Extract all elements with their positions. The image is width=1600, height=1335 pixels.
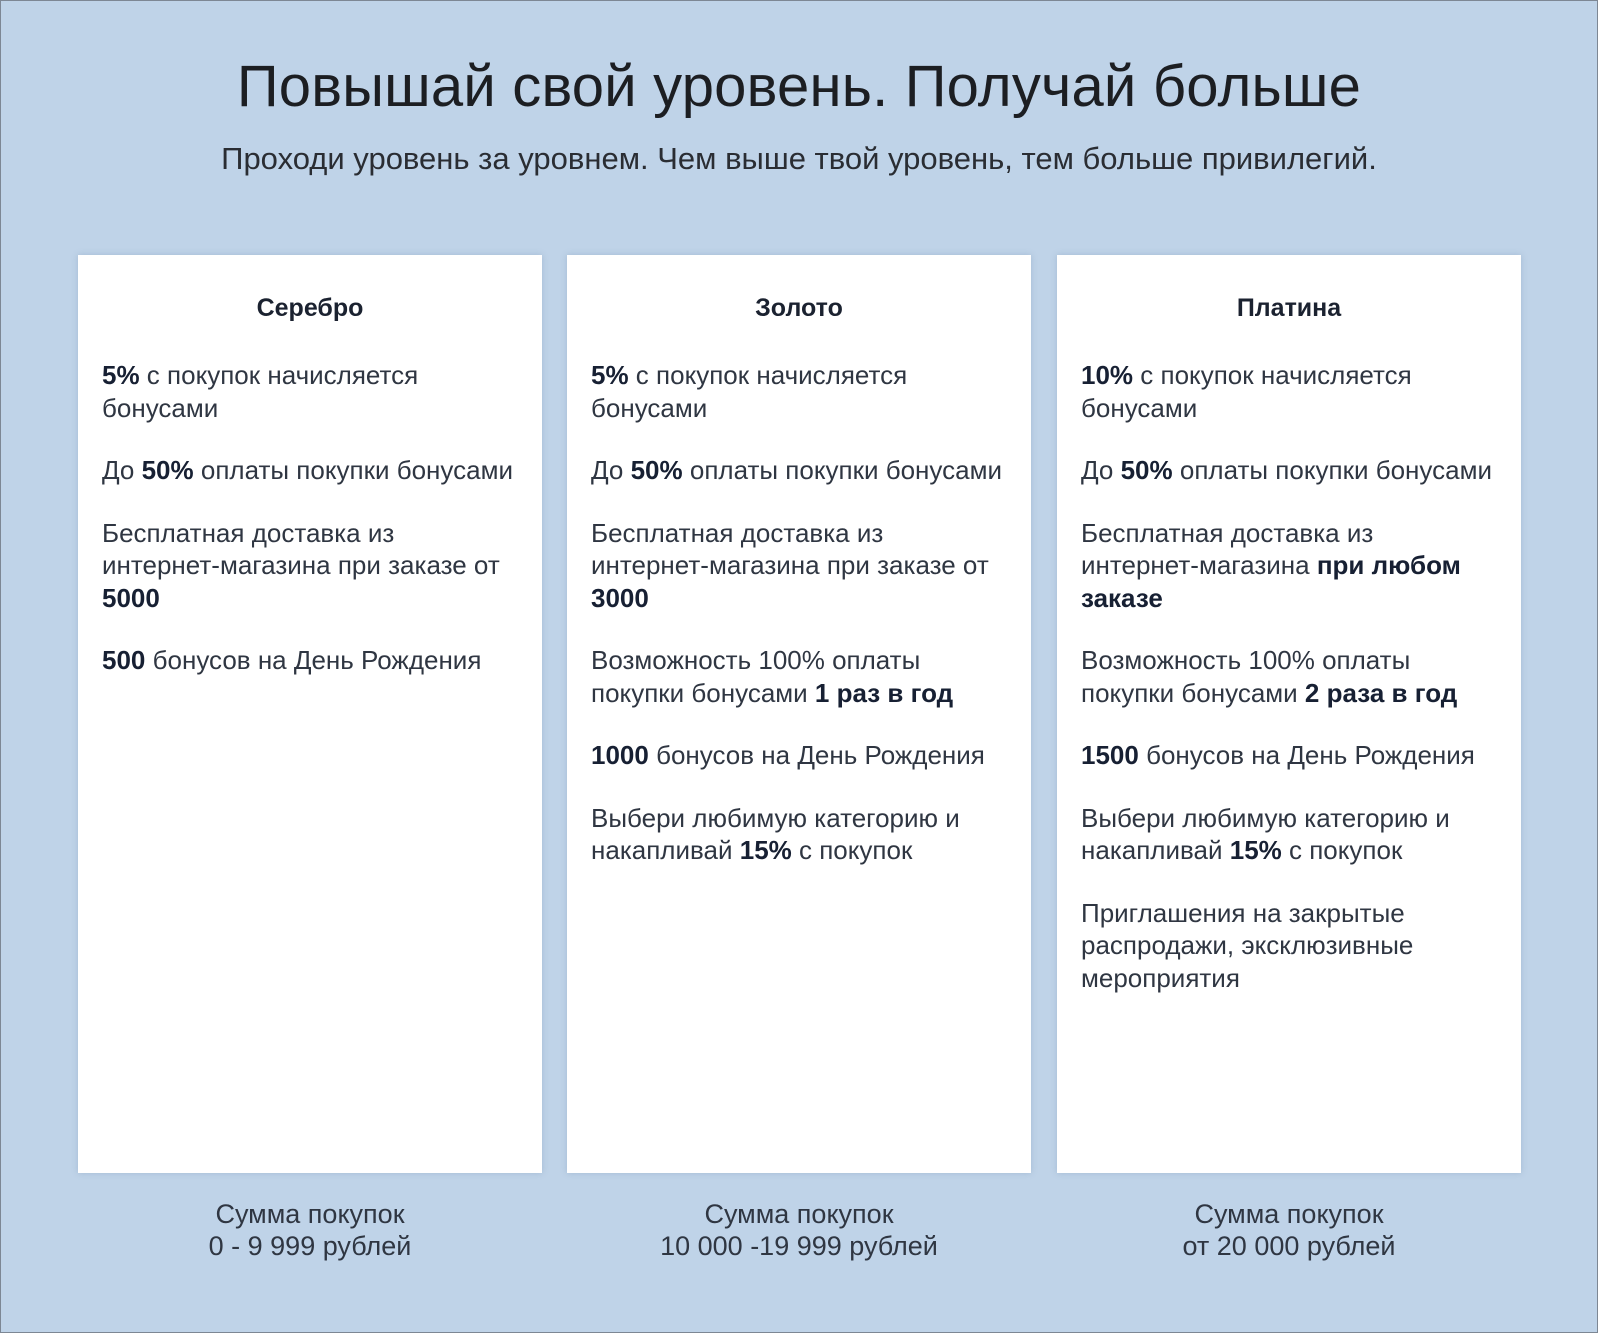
page-subtitle: Проходи уровень за уровнем. Чем выше твой уровень, тем больше привилегий. (221, 141, 1377, 176)
benefit-item (591, 802, 1007, 867)
benefit-list (102, 359, 518, 677)
benefit-item (1081, 644, 1497, 709)
benefit-item (591, 359, 1007, 424)
benefit-item (1081, 454, 1497, 487)
benefit-highlight: 5000 (102, 582, 160, 613)
benefit-item (102, 454, 518, 487)
tier-threshold-platinum (1057, 1198, 1521, 1262)
benefit-item (1081, 802, 1497, 867)
benefit-text: оплаты покупки бонусами (193, 455, 513, 485)
tier-card-silver (78, 255, 542, 1173)
benefit-item (102, 517, 518, 615)
benefit-list (1081, 359, 1497, 994)
benefit-text: Возможность 100% оплаты покупки бонусами (1081, 645, 1411, 708)
benefit-highlight: 1 раз в год (814, 677, 954, 708)
benefit-item (591, 644, 1007, 709)
benefit-text: бонусов на День Рождения (145, 645, 482, 675)
benefit-text: бонусов на День Рождения (1138, 740, 1475, 770)
benefit-text: с покупок (1281, 835, 1403, 865)
benefit-text: Бесплатная доставка из интернет-магазина при заказе от (591, 517, 989, 580)
benefit-text: Приглашения на закрытые распродажи, эксклюзивные мероприятия (1081, 897, 1414, 993)
tier-threshold-gold (567, 1198, 1031, 1262)
page-title: Повышай свой уровень. Получай больше (236, 54, 1362, 119)
benefit-text: с покупок (791, 835, 913, 865)
benefit-highlight: 500 (102, 645, 146, 675)
threshold-label: Сумма покупок (1194, 1199, 1384, 1229)
benefit-text: оплаты покупки бонусами (682, 455, 1002, 485)
threshold-range: 10 000 -19 999 рублей (660, 1231, 938, 1261)
benefit-item (591, 739, 1007, 772)
benefit-text: с покупок начисляется бонусами (1081, 360, 1412, 423)
tier-title: Серебро (256, 294, 364, 322)
benefit-highlight: 5% (102, 360, 140, 390)
benefit-item (1081, 359, 1497, 424)
benefit-text: До (102, 455, 142, 485)
benefit-text: Бесплатная доставка из интернет-магазина при заказе от (102, 517, 500, 580)
benefit-highlight: 50% (630, 455, 683, 485)
threshold-label: Сумма покупок (704, 1199, 894, 1229)
benefit-item (1081, 739, 1497, 772)
benefit-highlight: 15% (1229, 835, 1282, 865)
benefit-highlight: 2 раза в год (1304, 677, 1458, 708)
tier-card-platinum (1057, 255, 1521, 1173)
benefit-item (102, 644, 518, 677)
benefit-text: До (1081, 455, 1121, 485)
benefit-highlight: 10% (1081, 360, 1134, 390)
benefit-item (591, 517, 1007, 615)
benefit-text: бонусов на День Рождения (648, 740, 985, 770)
benefit-text: Выбери любимую категорию и накапливай (591, 802, 960, 865)
benefit-text: с покупок начисляется бонусами (102, 360, 419, 423)
benefit-text: с покупок начисляется бонусами (591, 360, 908, 423)
benefit-item (1081, 517, 1497, 615)
benefit-highlight: 15% (739, 835, 792, 865)
threshold-range: от 20 000 рублей (1182, 1231, 1396, 1261)
benefit-highlight: при любом заказе (1081, 550, 1461, 613)
threshold-range: 0 - 9 999 рублей (208, 1231, 412, 1261)
benefit-highlight: 5% (591, 360, 629, 390)
benefit-item (102, 359, 518, 424)
benefit-text: Возможность 100% оплаты покупки бонусами (591, 645, 921, 708)
benefit-highlight: 50% (1120, 455, 1173, 485)
benefit-highlight: 1000 (591, 740, 649, 770)
threshold-label: Сумма покупок (215, 1199, 405, 1229)
benefit-highlight: 3000 (591, 582, 649, 613)
benefit-item (591, 454, 1007, 487)
tier-title: Золото (755, 294, 843, 322)
benefit-text: оплаты покупки бонусами (1172, 455, 1492, 485)
benefit-text: Бесплатная доставка из интернет-магазина (1081, 517, 1374, 580)
tier-card-gold (567, 255, 1031, 1173)
benefit-highlight: 50% (141, 455, 194, 485)
benefit-text: Выбери любимую категорию и накапливай (1081, 802, 1450, 865)
benefit-text: До (591, 455, 631, 485)
benefit-list (591, 359, 1007, 867)
benefit-item (1081, 897, 1497, 995)
tier-title: Платина (1236, 294, 1342, 322)
tier-threshold-silver (78, 1198, 542, 1262)
benefit-highlight: 1500 (1081, 740, 1139, 770)
